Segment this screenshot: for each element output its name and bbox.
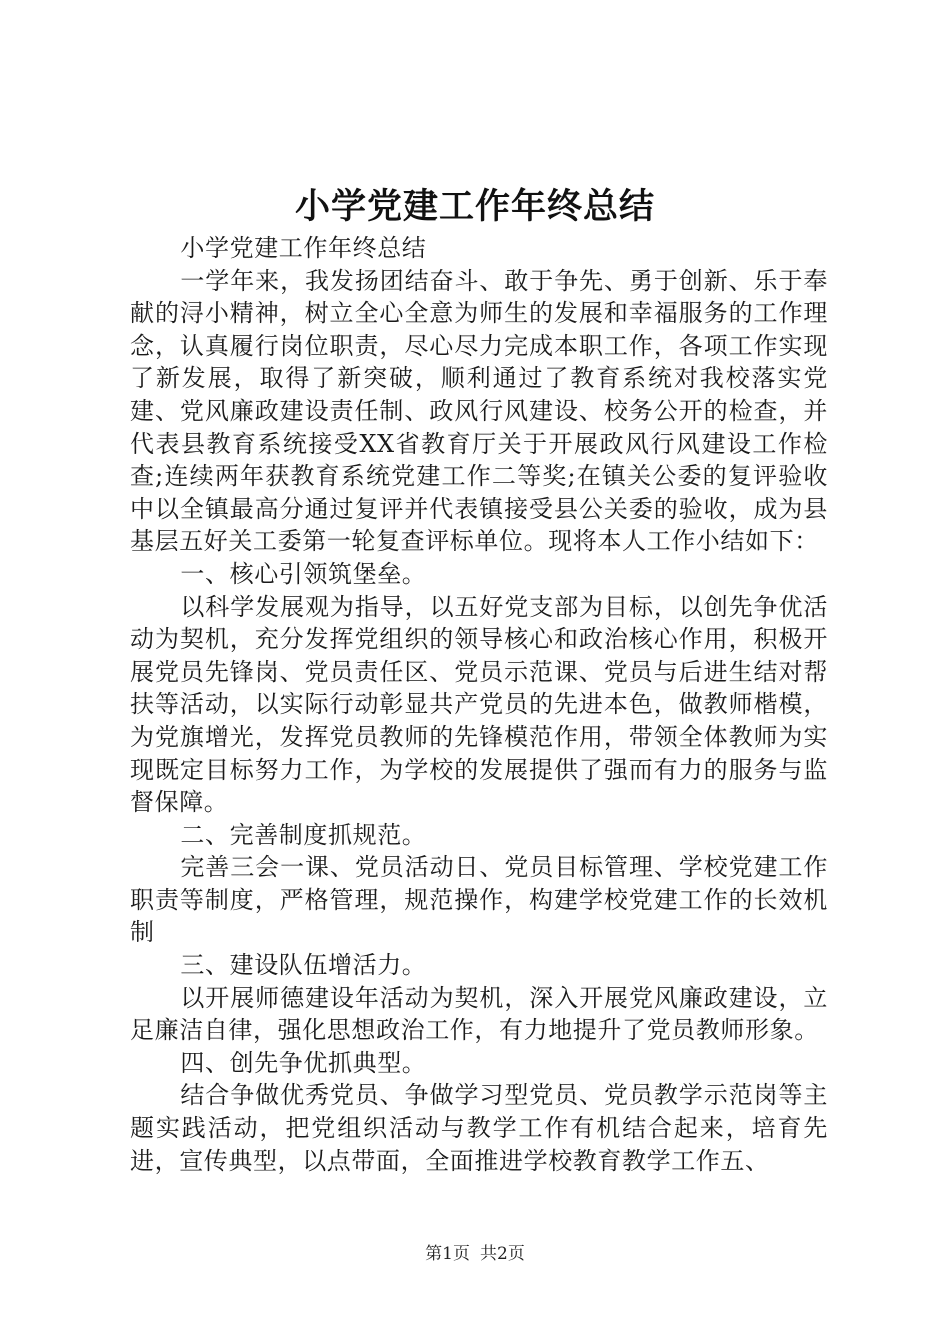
- page-number: 第1页: [425, 1244, 470, 1264]
- paragraph-section-3: 以开展师德建设年活动为契机，深入开展党风廉政建设，立足廉洁自律，强化思想政治工作，有力地提升了党员教师形象。: [130, 983, 828, 1045]
- document-body: [130, 232, 828, 1177]
- section-heading-1: 一、核心引领筑堡垒。: [180, 559, 427, 588]
- paragraph-intro: 一学年来，我发扬团结奋斗、敢于争先、勇于创新、乐于奉献的浔小精神，树立全心全意为师生的发展和幸福服务的工作理念，认真履行岗位职责，尽心尽力完成本职工作，各项工作实现了新发展，取得了新突破，顺利通过了教育系统对我校落实党建、党风廉政建设责任制、政风行风建设、校务公开的检查，并代表县教育系统接受XX省教育厅关于开展政风行风建设工作检查;连续两年获教育系统党建工作二等奖;在镇关公委的复评验收中以全镇最高分通过复评并代表镇接受县公关委的验收，成为县基层五好关工委第一轮复查评标单位。现将本人工作小结如下：: [130, 266, 828, 556]
- document-title: 小学党建工作年终总结: [294, 186, 655, 227]
- section-heading-4: 四、创先争优抓典型。: [180, 1048, 427, 1077]
- page-total: 共2页: [480, 1244, 525, 1264]
- paragraph-section-4: 结合争做优秀党员、争做学习型党员、党员教学示范岗等主题实践活动，把党组织活动与教学工作有机结合起来，培育先进，宣传典型，以点带面，全面推进学校教育教学工作五、: [130, 1081, 828, 1175]
- paragraph-section-1: 以科学发展观为指导，以五好党支部为目标，以创先争优活动为契机，充分发挥党组织的领导核心和政治核心作用，积极开展党员先锋岗、党员责任区、党员示范课、党员与后进生结对帮扶等活动，以实际行动彰显共产党员的先进本色，做教师楷模，为党旗增光，发挥党员教师的先锋模范作用，带领全体教师为实现既定目标努力工作，为学校的发展提供了强而有力的服务与监督保障。: [130, 592, 828, 817]
- paragraph-subtitle: 小学党建工作年终总结: [180, 234, 427, 262]
- paragraph-section-2: 完善三会一课、党员活动日、党员目标管理、学校党建工作职责等制度，严格管理，规范操作，构建学校党建工作的长效机制: [130, 853, 828, 947]
- section-heading-2: 二、完善制度抓规范。: [180, 820, 427, 849]
- page-footer: [0, 1242, 950, 1266]
- section-heading-3: 三、建设队伍增活力。: [180, 951, 427, 980]
